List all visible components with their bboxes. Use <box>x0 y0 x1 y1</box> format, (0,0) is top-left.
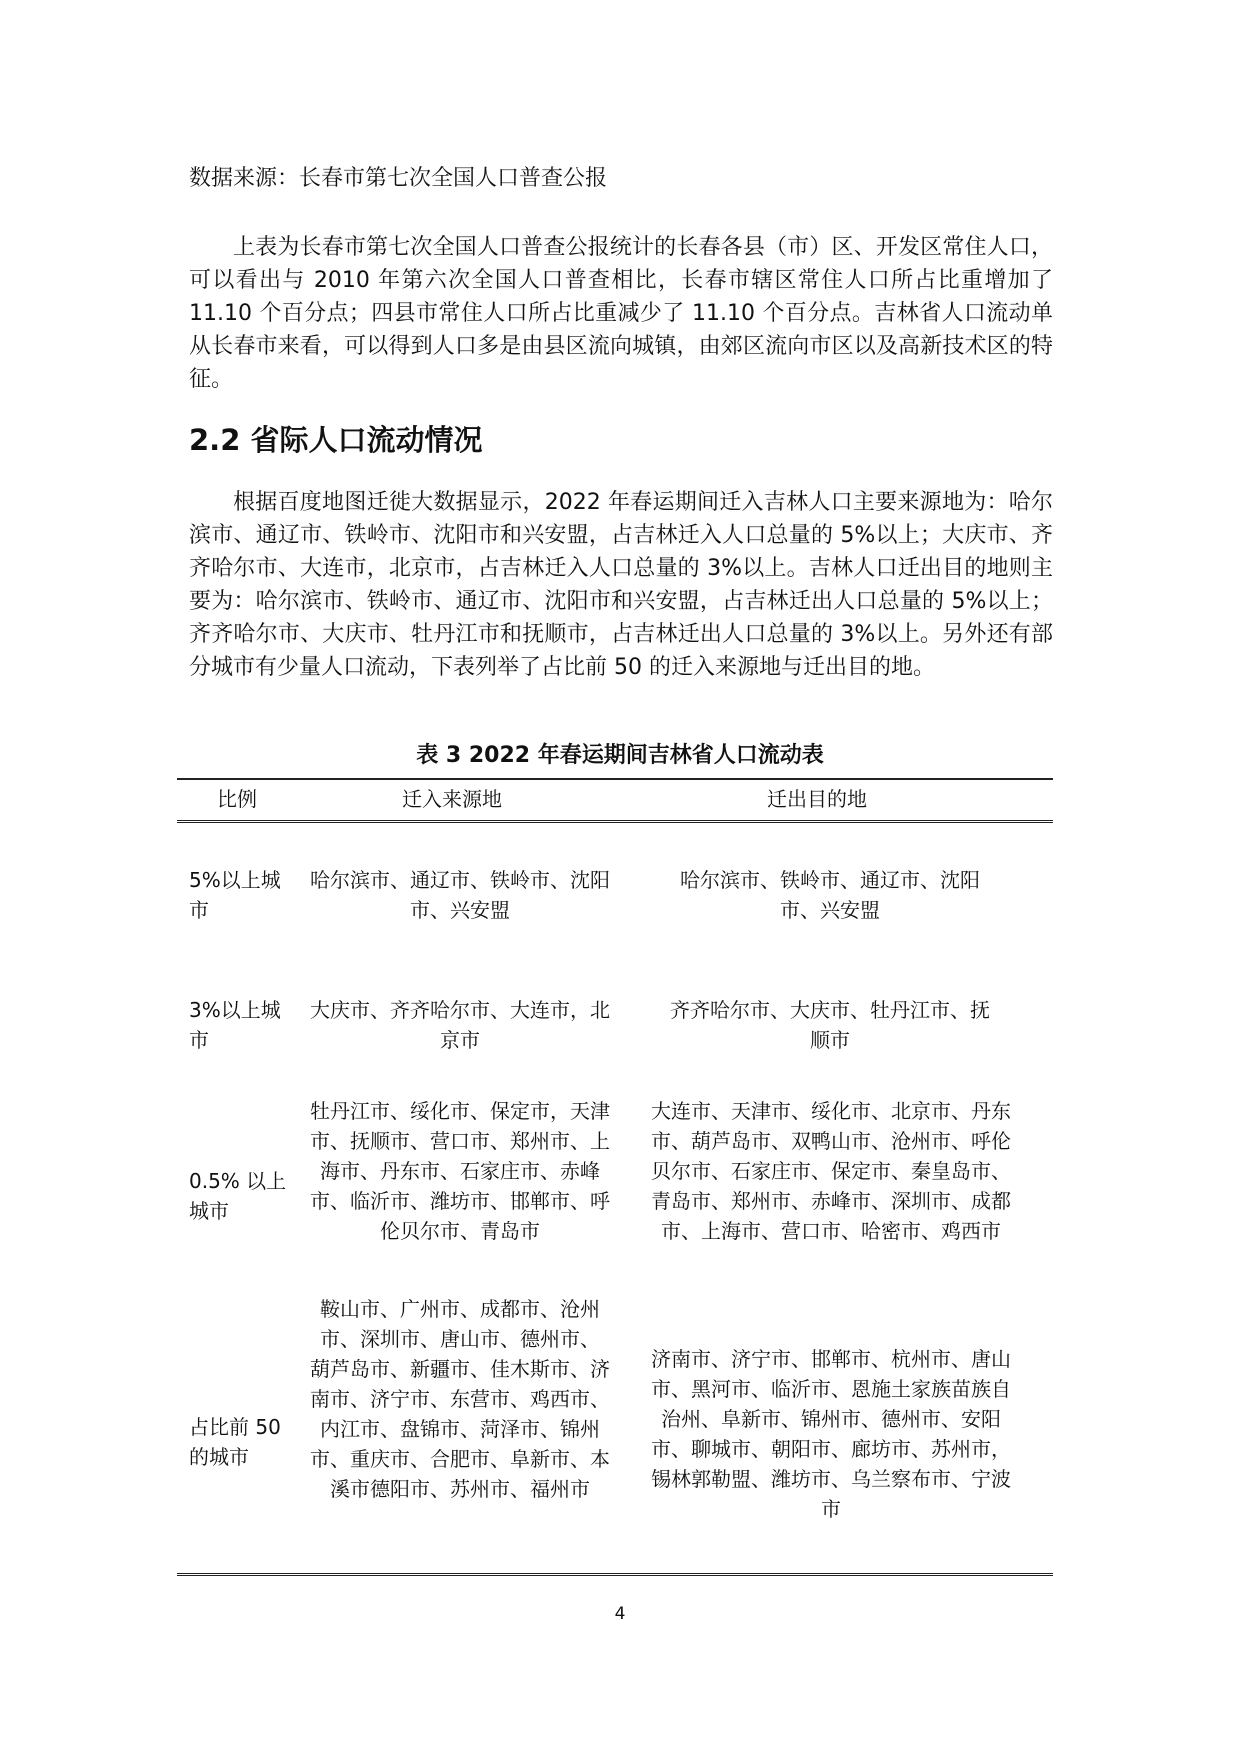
cell-ratio: 占比前 50 的城市 <box>189 1415 281 1469</box>
header-inflow-source: 迁入来源地 <box>402 787 502 811</box>
header-ratio: 比例 <box>217 787 257 811</box>
cell-outflow: 齐齐哈尔市、大庆市、牡丹江市、抚顺市 <box>670 998 990 1052</box>
page-number: 4 <box>614 1604 626 1624</box>
cell-inflow: 大庆市、齐齐哈尔市、大连市，北京市 <box>310 998 610 1052</box>
table-row <box>177 860 1053 940</box>
cell-inflow: 鞍山市、广州市、成都市、沧州市、深圳市、唐山市、德州市、 葫芦岛市、新疆市、佳木斯市、济南市、济宁市、东营市、鸡西市、内江市、盘锦市、菏泽市、锦州市、重庆市、合肥市、阜新市、本溪市德阳市、苏州市、福州市 <box>310 1297 610 1501</box>
table-header-row <box>177 780 1053 823</box>
cell-outflow: 大连市、天津市、绥化市、北京市、丹东市、葫芦岛市、双鸭山市、沧州市、呼伦贝尔市、石家庄市、保定市、秦皇岛市、青岛市、郑州市、赤峰市、深圳市、成都市、上海市、营口市、哈密市、鸡西市 <box>651 1099 1011 1243</box>
cell-inflow: 牡丹江市、绥化市、保定市，天津市、抚顺市、营口市、郑州市、上海市、丹东市、石家庄市、赤峰市、临沂市、潍坊市、邯郸市、呼伦贝尔市、青岛市 <box>310 1099 610 1243</box>
section-heading: 2.2 省际人口流动情况 <box>189 423 483 457</box>
table-row <box>177 1294 1053 1566</box>
cell-inflow: 哈尔滨市、通辽市、铁岭市、沈阳市、兴安盟 <box>310 868 610 922</box>
data-source-line: 数据来源：长春市第七次全国人口普查公报 <box>189 166 608 191</box>
header-outflow-destination: 迁出目的地 <box>767 787 867 811</box>
table-row <box>177 1096 1053 1300</box>
paragraph-population-summary: 上表为长春市第七次全国人口普查公报统计的长春各县（市）区、开发区常住人口，可以看出与 2010 年第六次全国人口普查相比，长春市辖区常住人口所占比重增加了 11.10 个百分点；四县市常住人口所占比重减少了 11.10 个百分点。吉林省人口流动单从长春市来看，可以得到人口多是由县区流向城镇，由郊区流向市区以及高新技术区的特征。 <box>189 235 1053 392</box>
migration-table <box>177 778 1053 1576</box>
cell-outflow: 济南市、济宁市、邯郸市、杭州市、唐山市、黑河市、临沂市、恩施土家族苗族自治州、阜新市、锦州市、德州市、安阳市、聊城市、朝阳市、廊坊市、苏州市，锡林郭勒盟、潍坊市、乌兰察布市、宁波市 <box>651 1347 1011 1521</box>
cell-ratio: 0.5% 以上城市 <box>189 1169 287 1223</box>
table-row <box>177 992 1053 1072</box>
cell-outflow: 哈尔滨市、铁岭市、通辽市、沈阳市、兴安盟 <box>680 868 980 922</box>
cell-ratio: 5%以上城市 <box>189 868 281 922</box>
table-caption: 表 3 2022 年春运期间吉林省人口流动表 <box>416 743 824 768</box>
cell-ratio: 3%以上城市 <box>189 998 281 1052</box>
paragraph-migration-summary: 根据百度地图迁徙大数据显示，2022 年春运期间迁入吉林人口主要来源地为：哈尔滨市、通辽市、铁岭市、沈阳市和兴安盟，占吉林迁入人口总量的 5%以上；大庆市、齐齐哈尔市、大连市，北京市，占吉林迁入人口总量的 3%以上。吉林人口迁出目的地则主要为：哈尔滨市、铁岭市、通辽市、沈阳市和兴安盟，占吉林迁出人口总量的 5%以上；齐齐哈尔市、大庆市、牡丹江市和抚顺市，占吉林迁出人口总量的 3%以上。另外还有部分城市有少量人口流动，下表列举了占比前 50 的迁入来源地与迁出目的地。 <box>189 490 1053 680</box>
